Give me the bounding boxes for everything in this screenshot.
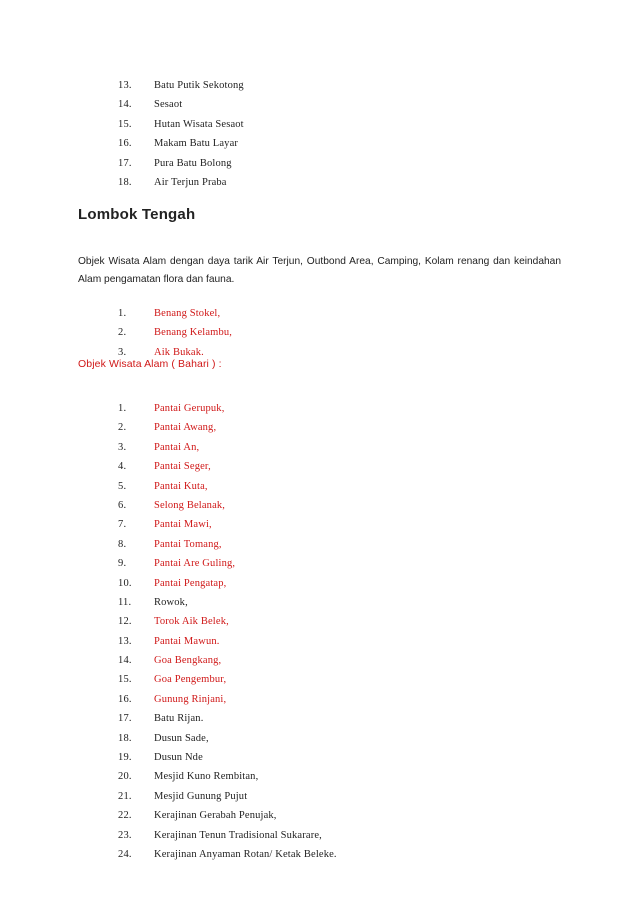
list-number: 18. [118, 732, 132, 744]
list-item [0, 323, 638, 342]
list-number: 14. [118, 655, 132, 667]
list-number: 20. [118, 771, 132, 783]
top-list [0, 76, 638, 192]
list-number: 9. [118, 558, 127, 570]
list-item [0, 304, 638, 323]
list-text: Selong Belanak, [154, 499, 226, 511]
list-text: Pantai An, [154, 441, 200, 453]
nature-list [0, 304, 638, 362]
list-item [0, 477, 638, 496]
list-number: 19. [118, 752, 132, 764]
list-item [0, 457, 638, 476]
list-text: Pantai Mawi, [154, 519, 212, 531]
list-number: 10. [118, 577, 132, 589]
list-item [0, 535, 638, 554]
list-number: 23. [118, 829, 132, 841]
section-title: Lombok Tengah [78, 206, 196, 223]
list-number: 5. [118, 480, 127, 492]
list-item [0, 651, 638, 670]
list-text: Pantai Mawun. [154, 635, 220, 647]
list-text: Pantai Gerupuk, [154, 403, 225, 414]
list-text: Goa Pengembur, [154, 674, 227, 686]
list-item [0, 690, 638, 709]
section-paragraph: Objek Wisata Alam dengan daya tarik Air Terjun, Outbond Area, Camping, Kolam renang dan keindahan Alam pengamatan flora dan fauna. [78, 256, 561, 285]
list-item [0, 612, 638, 631]
list-item [0, 115, 638, 134]
list-item [0, 173, 638, 192]
list-number: 15. [118, 674, 132, 686]
list-item [0, 496, 638, 515]
list-number: 15. [118, 118, 132, 130]
list-item [0, 806, 638, 825]
list-text: Pantai Tomang, [154, 538, 222, 550]
list-item [0, 670, 638, 689]
list-text: Kerajinan Tenun Tradisional Sukarare, [154, 829, 322, 841]
list-text: Air Terjun Praba [154, 176, 227, 188]
list-text: Pura Batu Bolong [154, 157, 232, 169]
list-text: Dusun Nde [154, 752, 203, 764]
list-number: 3. [118, 441, 127, 453]
marine-list [0, 399, 638, 864]
list-text: Dusun Sade, [154, 732, 209, 744]
list-number: 13. [118, 80, 132, 91]
list-text: Pantai Pengatap, [154, 577, 227, 589]
list-item [0, 787, 638, 806]
list-item [0, 76, 638, 95]
list-text: Sesaot [154, 99, 183, 111]
list-number: 16. [118, 138, 132, 150]
list-number: 6. [118, 499, 127, 511]
list-item [0, 845, 638, 864]
list-text: Goa Bengkang, [154, 655, 222, 667]
list-number: 22. [118, 810, 132, 822]
list-item [0, 593, 638, 612]
list-item [0, 709, 638, 728]
list-text: Batu Rijan. [154, 713, 204, 725]
list-item [0, 95, 638, 114]
list-item [0, 418, 638, 437]
list-text: Batu Putik Sekotong [154, 80, 244, 91]
list-text: Makam Batu Layar [154, 138, 239, 150]
list-text: Pantai Are Guling, [154, 558, 236, 570]
list-text: Benang Stokel, [154, 308, 221, 319]
list-text: Mesjid Kuno Rembitan, [154, 771, 259, 783]
list-item [0, 399, 638, 418]
list-number: 1. [118, 403, 127, 414]
marine-heading: Objek Wisata Alam ( Bahari ) : [78, 358, 222, 370]
list-number: 3. [118, 346, 127, 358]
list-number: 14. [118, 99, 132, 111]
list-text: Pantai Seger, [154, 461, 211, 473]
list-number: 21. [118, 790, 132, 802]
list-item [0, 632, 638, 651]
list-item [0, 554, 638, 573]
list-item [0, 729, 638, 748]
list-number: 8. [118, 538, 127, 550]
list-number: 12. [118, 616, 132, 628]
list-number: 11. [118, 596, 132, 608]
list-text: Rowok, [154, 596, 188, 608]
list-number: 2. [118, 422, 127, 434]
list-item [0, 574, 638, 593]
list-number: 24. [118, 848, 132, 860]
list-number: 16. [118, 693, 132, 705]
list-number: 1. [118, 308, 127, 319]
list-item [0, 515, 638, 534]
list-item [0, 134, 638, 153]
list-text: Gunung Rinjani, [154, 693, 227, 705]
list-item [0, 438, 638, 457]
list-item [0, 826, 638, 845]
list-item [0, 154, 638, 173]
list-number: 7. [118, 519, 127, 531]
list-text: Pantai Awang, [154, 422, 217, 434]
list-text: Pantai Kuta, [154, 480, 208, 492]
list-number: 17. [118, 157, 132, 169]
list-text: Benang Kelambu, [154, 327, 233, 339]
list-text: Aik Bukak. [154, 346, 204, 358]
list-text: Torok Aik Belek, [154, 616, 229, 628]
list-text: Hutan Wisata Sesaot [154, 118, 244, 130]
list-number: 18. [118, 176, 132, 188]
list-text: Kerajinan Anyaman Rotan/ Ketak Beleke. [154, 848, 337, 860]
list-number: 4. [118, 461, 127, 473]
list-number: 2. [118, 327, 127, 339]
list-number: 13. [118, 635, 132, 647]
list-item [0, 748, 638, 767]
list-text: Kerajinan Gerabah Penujak, [154, 810, 277, 822]
list-number: 17. [118, 713, 132, 725]
list-item [0, 767, 638, 786]
list-text: Mesjid Gunung Pujut [154, 790, 248, 802]
